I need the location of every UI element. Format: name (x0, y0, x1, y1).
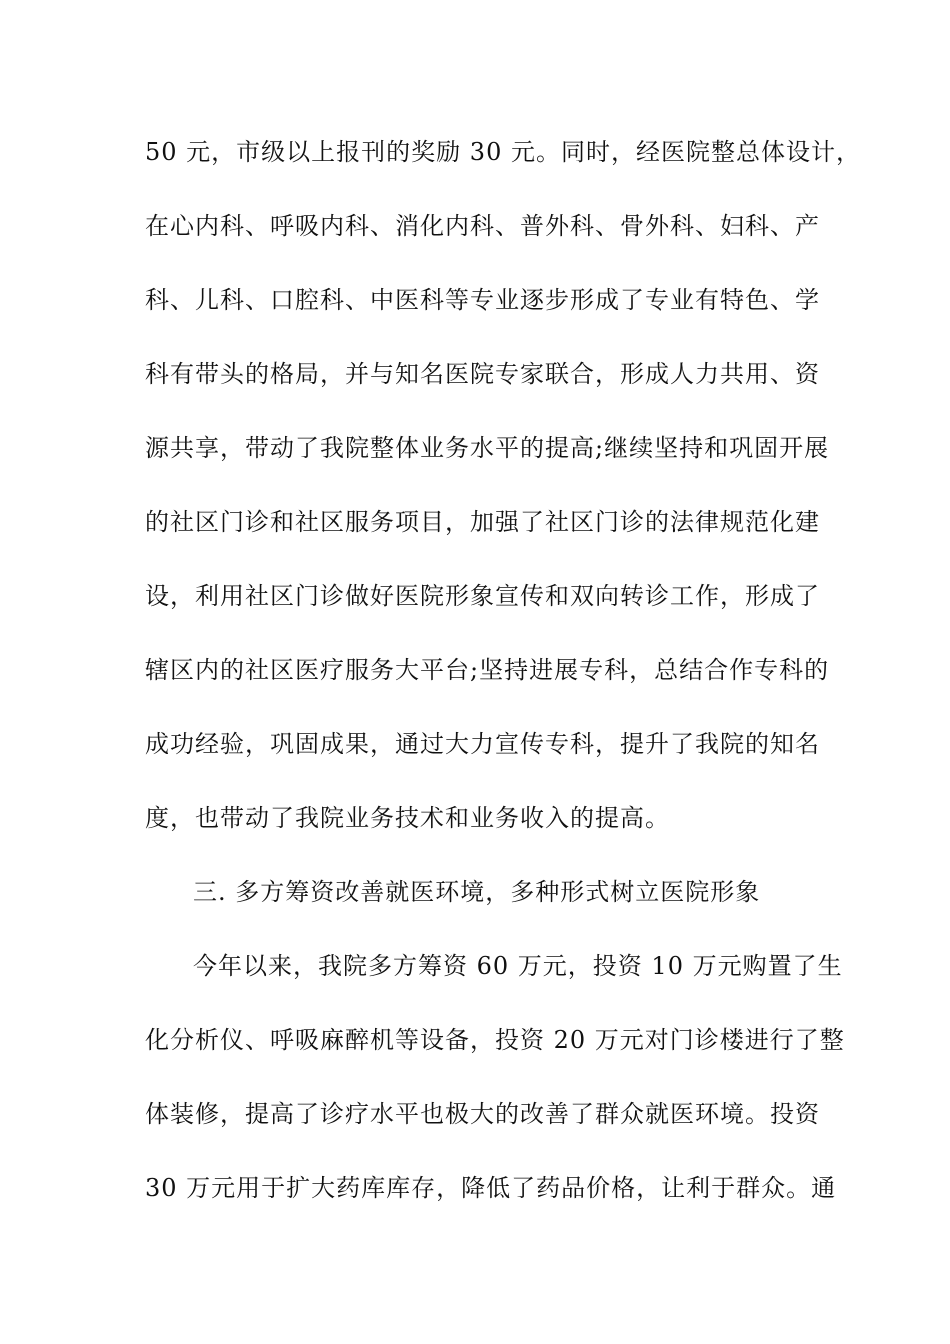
paragraph-line: 今年以来，我院多方筹资 60 万元，投资 10 万元购置了生 (193, 952, 843, 980)
section-heading: 三. 多方筹资改善就医环境，多种形式树立医院形象 (193, 878, 761, 906)
paragraph-line: 科、儿科、口腔科、中医科等专业逐步形成了专业有特色、学 (145, 286, 820, 314)
paragraph-line: 设，利用社区门诊做好医院形象宣传和双向转诊工作，形成了 (145, 582, 820, 610)
paragraph-line: 化分析仪、呼吸麻醉机等设备，投资 20 万元对门诊楼进行了整 (145, 1026, 845, 1054)
paragraph-line: 体装修，提高了诊疗水平也极大的改善了群众就医环境。投资 (145, 1100, 820, 1128)
paragraph-line: 30 万元用于扩大药库库存，降低了药品价格，让利于群众。通 (145, 1174, 837, 1202)
paragraph-line: 的社区门诊和社区服务项目，加强了社区门诊的法律规范化建 (145, 508, 820, 536)
paragraph-line: 成功经验，巩固成果，通过大力宣传专科，提升了我院的知名 (145, 730, 820, 758)
paragraph-line: 辖区内的社区医疗服务大平台;坚持进展专科，总结合作专科的 (145, 656, 830, 684)
paragraph-line: 在心内科、呼吸内科、消化内科、普外科、骨外科、妇科、产 (145, 212, 820, 240)
paragraph-line: 50 元，市级以上报刊的奖励 30 元。同时，经医院整总体设计， (145, 138, 861, 166)
paragraph-line: 源共享，带动了我院整体业务水平的提高;继续坚持和巩固开展 (145, 434, 830, 462)
paragraph-line: 度，也带动了我院业务技术和业务收入的提高。 (145, 804, 670, 832)
paragraph-line: 科有带头的格局，并与知名医院专家联合，形成人力共用、资 (145, 360, 820, 388)
